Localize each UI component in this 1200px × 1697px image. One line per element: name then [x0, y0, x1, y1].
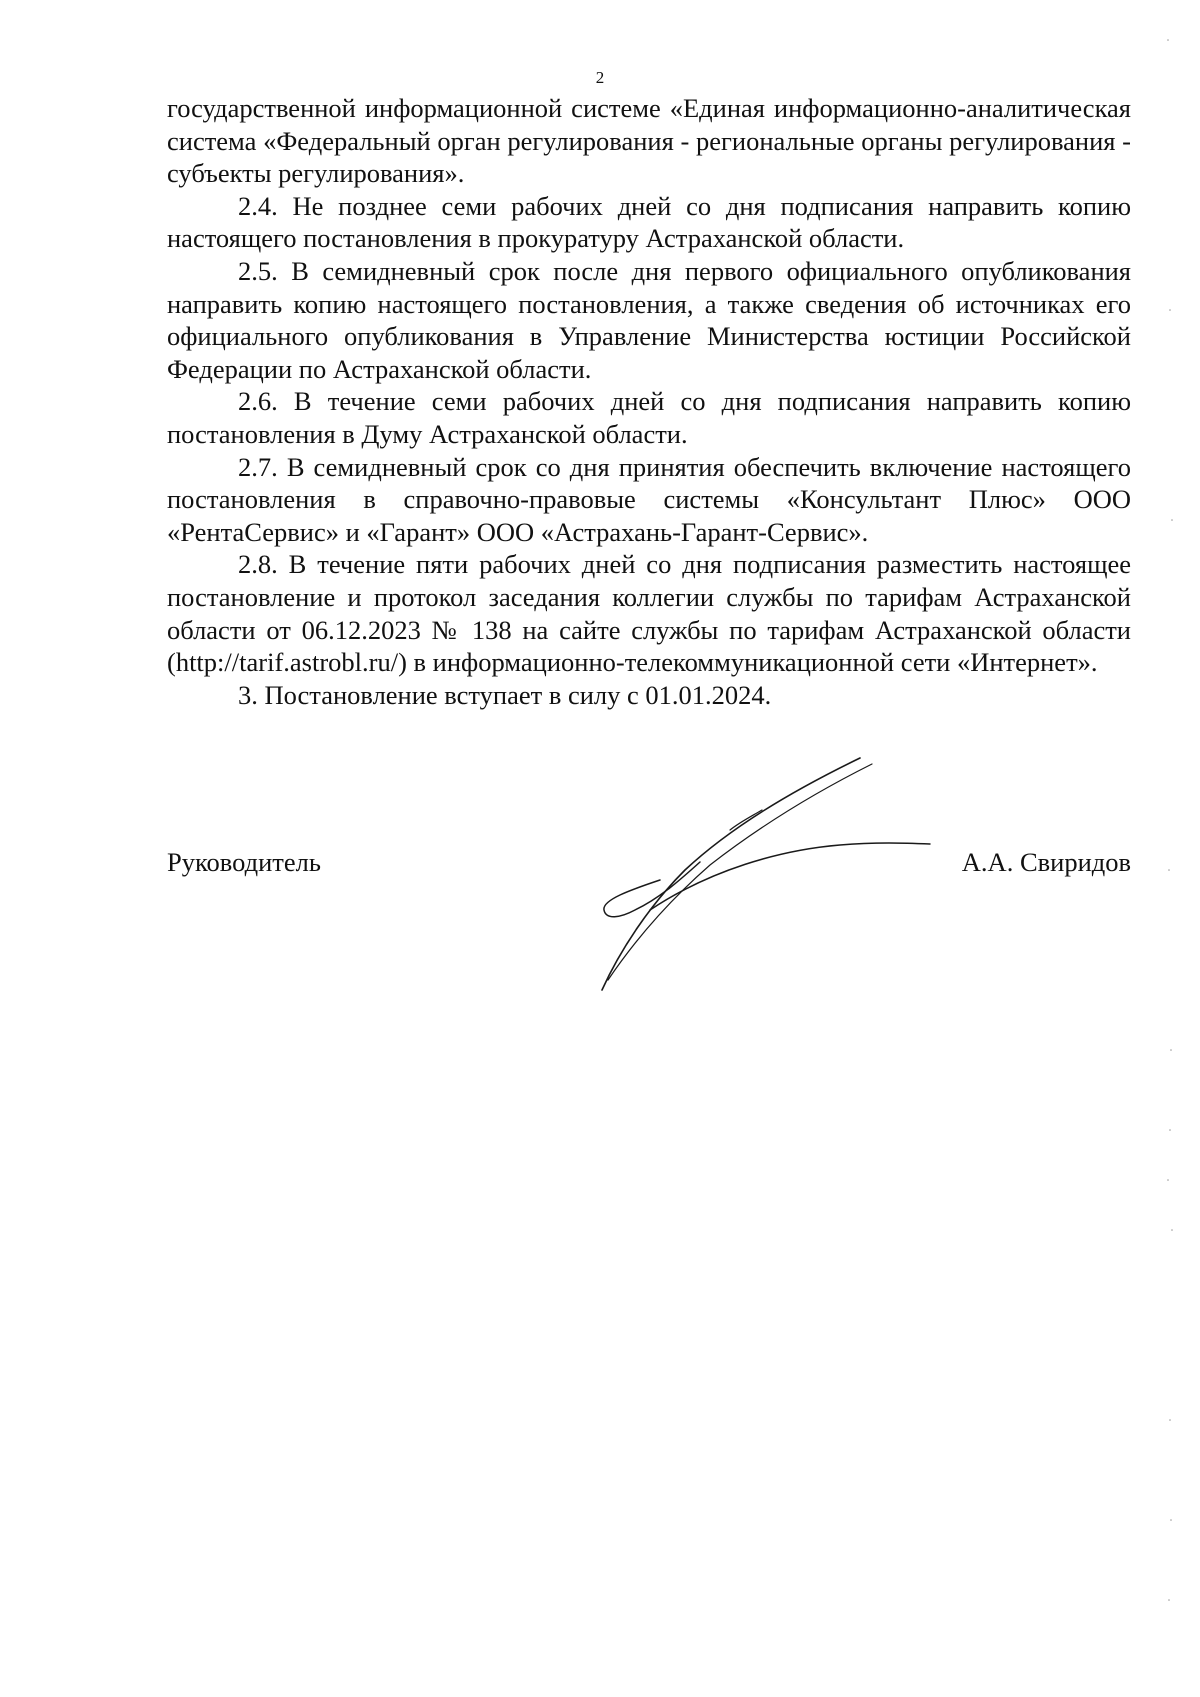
signatory-name: А.А. Свиридов [961, 847, 1131, 877]
signature-block [167, 846, 1131, 886]
signatory-role: Руководитель [167, 847, 321, 877]
paragraph-2-7: 2.7. В семидневный срок со дня принятия обеспечить включение настоящего постановления в справочно-правовые системы «Консультант Плюс» ООО «РентаСервис» и «Гарант» ООО «Астрахань-Гарант-Сервис». [167, 451, 1131, 547]
scan-artifact-dots [1160, 0, 1200, 1697]
paragraph-continuation: государственной информационной системе «Единая информационно-аналитическая система «Федеральный орган регулирования - региональные органы регулирования - субъекты регулирования». [167, 93, 1131, 189]
paragraph-2-4: 2.4. Не позднее семи рабочих дней со дня подписания направить копию настоящего постановления в прокуратуру Астраханской области. [167, 190, 1131, 254]
paragraph-3: 3. Постановление вступает в силу с 01.01.2024. [238, 679, 772, 710]
document-body [167, 92, 1131, 711]
paragraph-2-6: 2.6. В течение семи рабочих дней со дня подписания направить копию постановления в Думу Астраханской области. [167, 386, 1131, 449]
paragraph-2-8: 2.8. В течение пяти рабочих дней со дня подписания разместить настоящее постановление и протокол заседания коллегии службы по тарифам Астраханской области от 06.12.2023 № 138 на сайте службы по тарифам Астраханской области (http://tarif.astrobl.ru/) в информационно-телекоммуникационной сети «Интернет». [167, 549, 1131, 678]
page-number: 2 [595, 68, 605, 87]
paragraph-2-5: 2.5. В семидневный срок после дня первого официального опубликования направить копию настоящего постановления, а также сведения об источниках его официального опубликования в Управление Министерства юстиции Российской Федерации по Астраханской области. [167, 255, 1131, 384]
